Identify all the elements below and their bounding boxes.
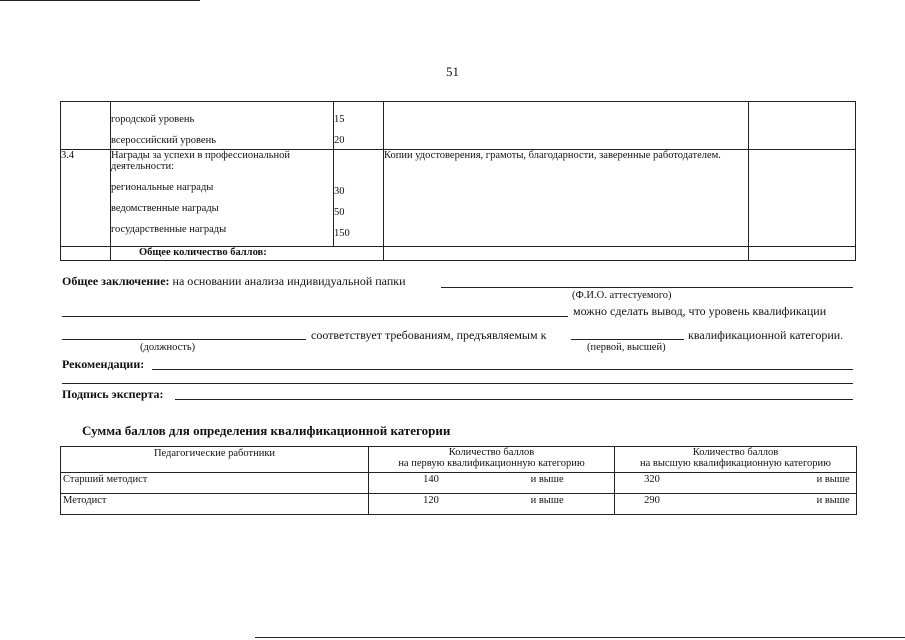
expert-cell bbox=[749, 102, 856, 150]
category-line bbox=[571, 339, 684, 340]
expert-cell bbox=[749, 247, 856, 261]
recommendations-line bbox=[152, 369, 853, 370]
criteria-cell bbox=[111, 102, 334, 150]
fio-line bbox=[441, 287, 853, 288]
header-first bbox=[369, 447, 615, 473]
conclusion-text-4: квалификационной категории. bbox=[688, 328, 844, 342]
docs-cell bbox=[384, 102, 749, 150]
header-first-line2: на первую квалификационную категорию bbox=[398, 458, 585, 469]
signature-line bbox=[175, 399, 853, 400]
row-number-cell bbox=[61, 247, 111, 261]
header-high-line1: Количество баллов bbox=[692, 447, 779, 458]
top-rule bbox=[0, 0, 200, 1]
first-suffix: и выше bbox=[530, 495, 564, 506]
recommendations-label: Рекомендации: bbox=[62, 357, 145, 371]
high-cell bbox=[615, 473, 857, 494]
score-cell bbox=[334, 150, 384, 247]
table-row bbox=[61, 102, 856, 150]
criteria-label: государственные награды bbox=[111, 224, 227, 235]
high-cell bbox=[615, 494, 857, 515]
position-line bbox=[62, 339, 306, 340]
criteria-label: всероссийский уровень bbox=[111, 135, 217, 146]
table-row bbox=[61, 473, 857, 494]
conclusion-text: на основании анализа индивидуальной папки bbox=[172, 274, 406, 288]
page-number: 51 bbox=[446, 64, 459, 79]
bottom-rule bbox=[255, 637, 905, 638]
high-value: 290 bbox=[644, 495, 660, 506]
summary-table bbox=[60, 446, 857, 515]
category-hint: (первой, высшей) bbox=[587, 342, 666, 353]
first-value: 140 bbox=[423, 474, 439, 485]
docs-cell bbox=[384, 247, 749, 261]
recommendations-line bbox=[62, 383, 853, 384]
position-hint: (должность) bbox=[140, 342, 196, 353]
first-suffix: и выше bbox=[530, 474, 564, 485]
high-value: 320 bbox=[644, 474, 660, 485]
fio-hint: (Ф.И.О. аттестуемого) bbox=[572, 290, 672, 301]
expert-cell bbox=[749, 150, 856, 247]
row-number-cell bbox=[61, 102, 111, 150]
criteria-table bbox=[60, 101, 856, 261]
blank-line bbox=[62, 316, 568, 317]
signature-label: Подпись эксперта: bbox=[62, 387, 164, 401]
total-label: Общее количество баллов: bbox=[111, 247, 384, 261]
role-cell: Методист bbox=[61, 494, 369, 515]
criteria-label: региональные награды bbox=[111, 182, 214, 193]
criteria-header: Награды за успехи в профессиональной деятельности: bbox=[111, 150, 290, 172]
table-header-row bbox=[61, 447, 857, 473]
score-value: 15 bbox=[334, 114, 345, 125]
score-value: 30 bbox=[334, 186, 345, 197]
docs-cell: Копии удостоверения, грамоты, благодарности, заверенные работодателем. bbox=[384, 150, 749, 247]
conclusion-text-2: можно сделать вывод, что уровень квалификации bbox=[573, 304, 827, 318]
total-row bbox=[61, 247, 856, 261]
conclusion-label: Общее заключение: bbox=[62, 274, 170, 288]
role-cell: Старший методист bbox=[61, 473, 369, 494]
first-cell bbox=[369, 473, 615, 494]
conclusion-text-3: соответствует требованиям, предъявляемым к bbox=[311, 328, 547, 342]
criteria-label: ведомственные награды bbox=[111, 203, 219, 214]
score-value: 50 bbox=[334, 207, 345, 218]
score-value: 20 bbox=[334, 135, 345, 146]
row-number-cell: 3.4 bbox=[61, 150, 111, 247]
criteria-cell bbox=[111, 150, 334, 247]
summary-title: Сумма баллов для определения квалификационной категории bbox=[82, 423, 451, 438]
high-suffix: и выше bbox=[816, 474, 850, 485]
header-high-line2: на высшую квалификационную категорию bbox=[640, 458, 831, 469]
table-row bbox=[61, 150, 856, 247]
criteria-label: городской уровень bbox=[111, 114, 195, 125]
score-value: 150 bbox=[334, 228, 350, 239]
score-cell bbox=[334, 102, 384, 150]
header-high bbox=[615, 447, 857, 473]
table-row bbox=[61, 494, 857, 515]
header-first-line1: Количество баллов bbox=[448, 447, 535, 458]
first-cell bbox=[369, 494, 615, 515]
header-role: Педагогические работники bbox=[61, 447, 369, 473]
first-value: 120 bbox=[423, 495, 439, 506]
high-suffix: и выше bbox=[816, 495, 850, 506]
